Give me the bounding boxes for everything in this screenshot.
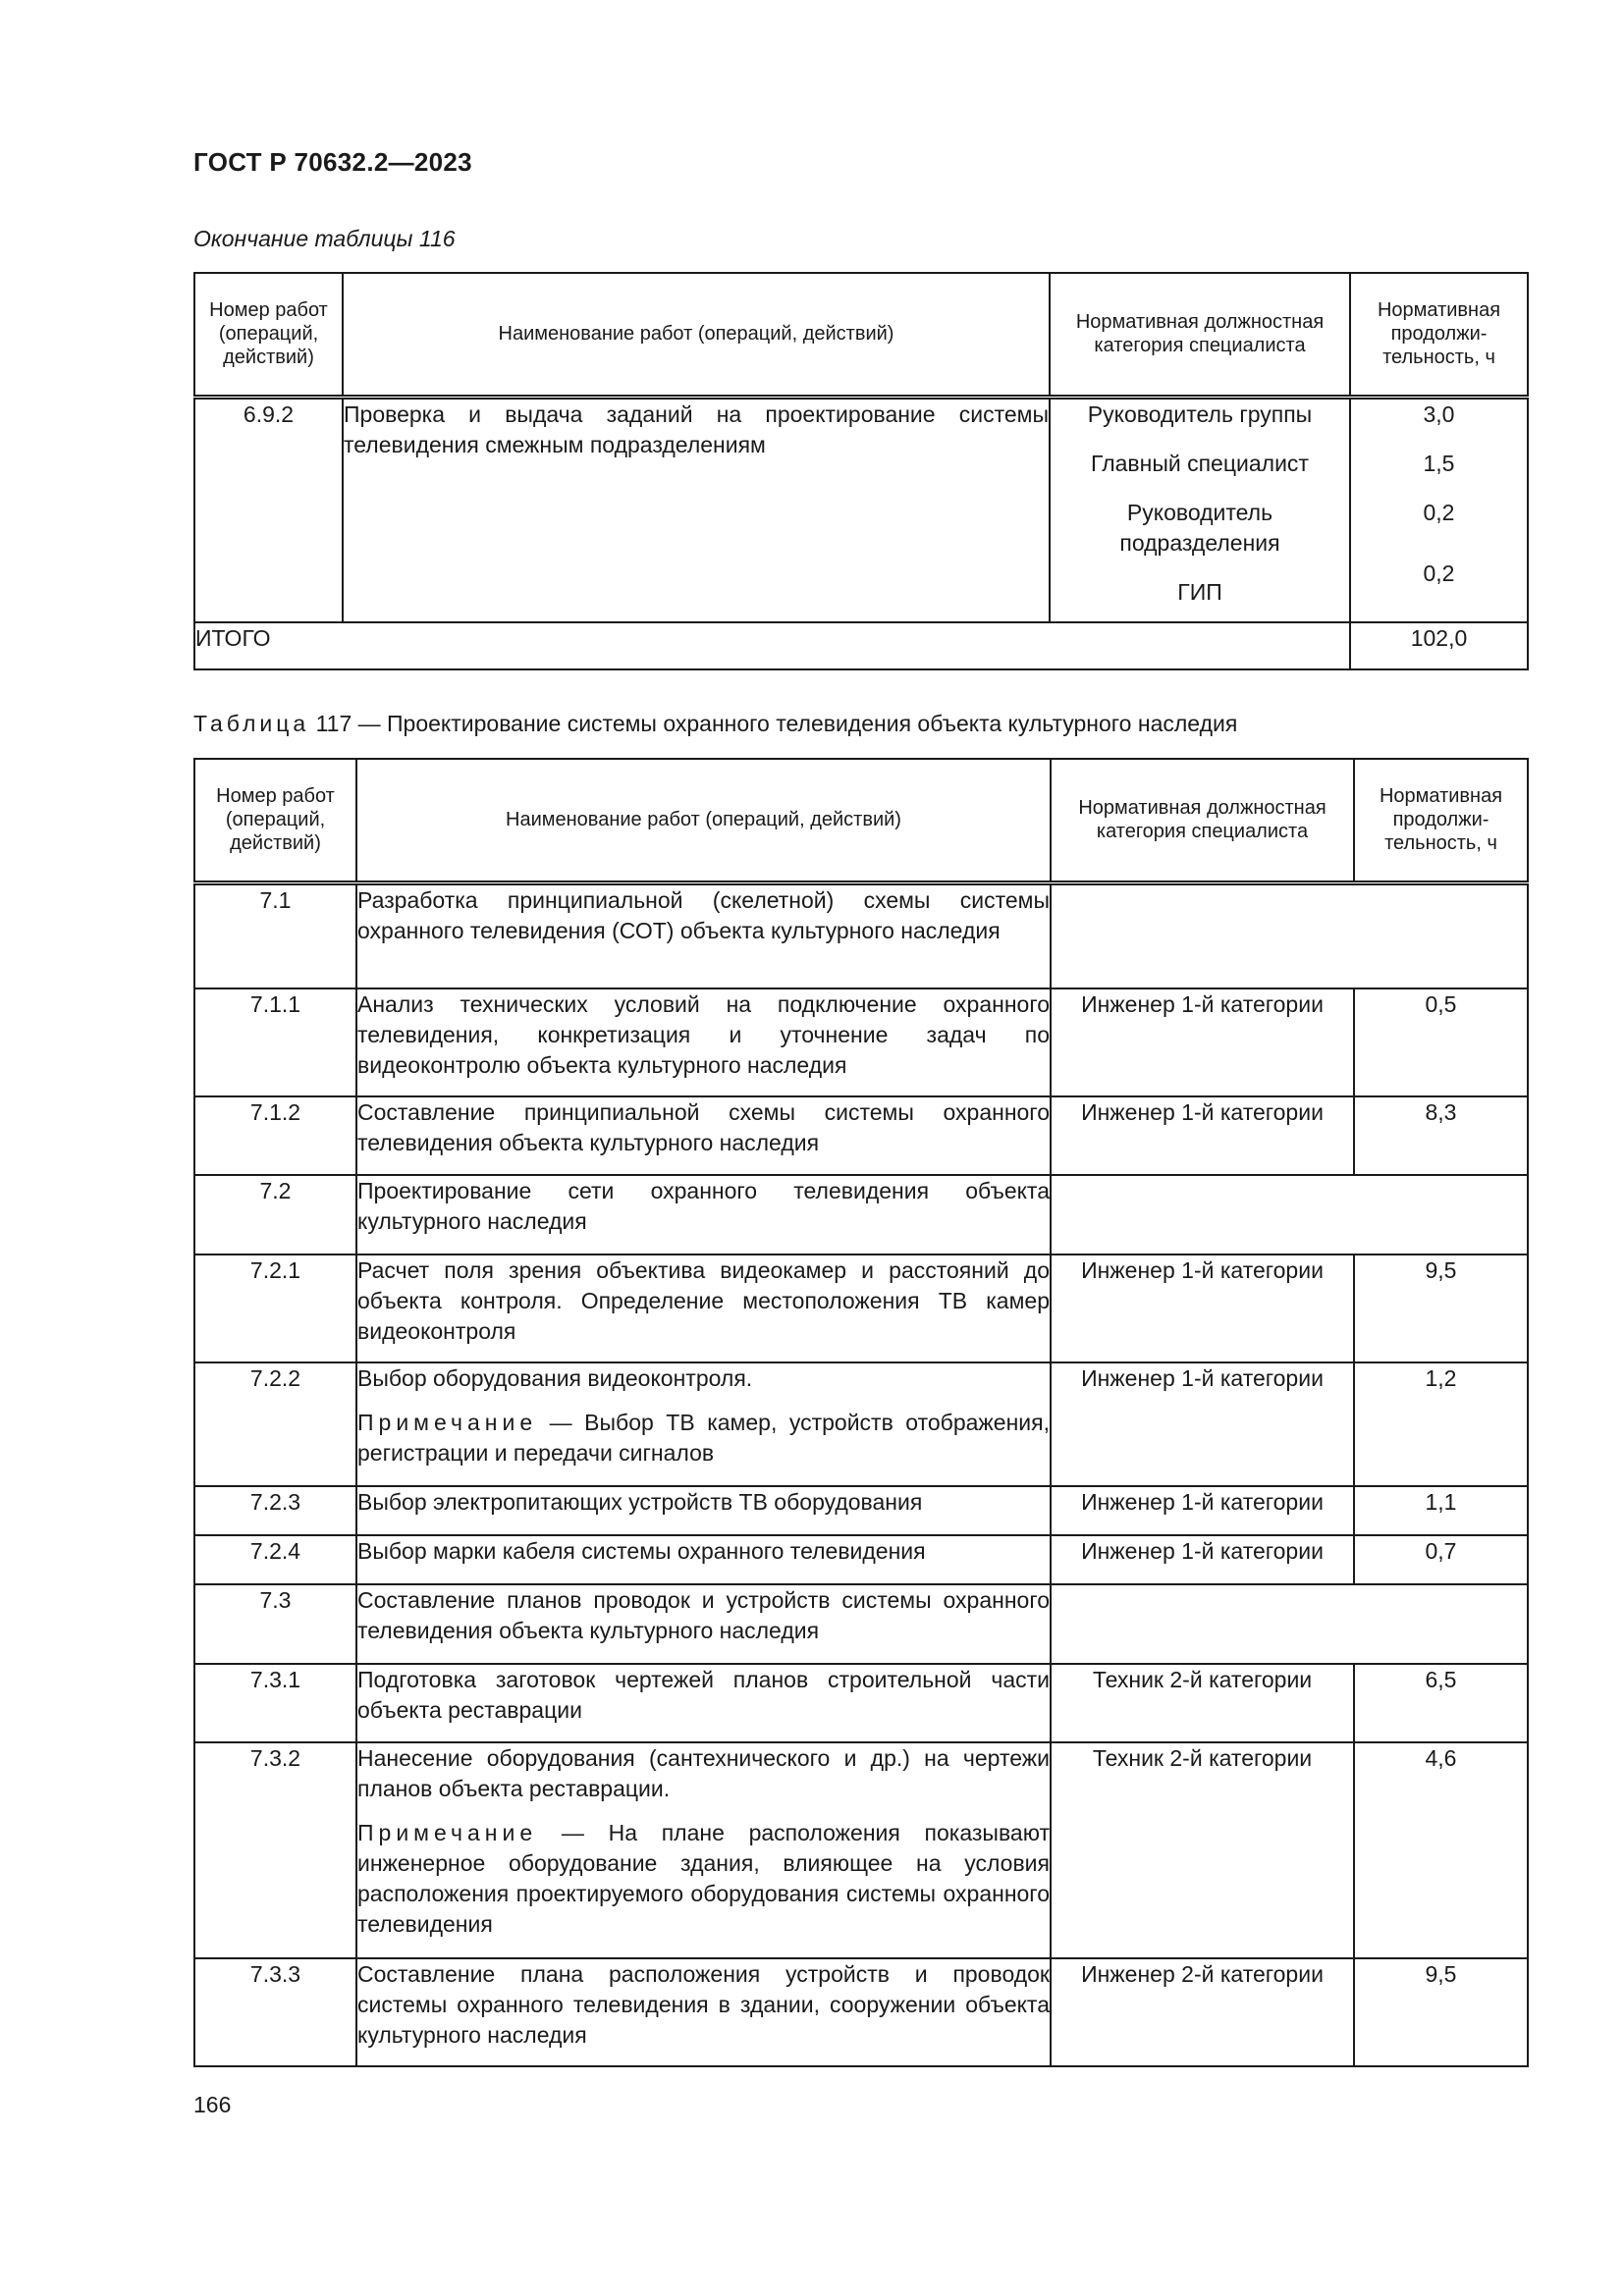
total-value: 102,0 — [1350, 622, 1528, 669]
total-label: ИТОГО — [194, 622, 1350, 669]
row-number: 7.1.1 — [194, 988, 356, 1096]
row-name: Составление принципиальной схемы системы охранного телевидения объекта культурного наследия — [356, 1096, 1051, 1175]
table-row — [194, 1486, 1528, 1535]
row-number: 7.3.1 — [194, 1664, 356, 1742]
column-header-specialist: Нормативная должностная категория специалиста — [1051, 759, 1354, 882]
row-number: 7.1.2 — [194, 1096, 356, 1175]
table-row — [194, 397, 1528, 622]
duration-item: 1,5 — [1423, 450, 1455, 476]
row-specialist: Инженер 1-й категории — [1051, 1535, 1354, 1584]
row-duration: 0,7 — [1354, 1535, 1528, 1584]
row-duration: 8,3 — [1354, 1096, 1528, 1175]
note-text: — На плане расположения показывают инженерное оборудование здания, влияющее на условия расположения проектируемого оборудования системы охранного телевидения — [357, 1820, 1050, 1937]
document-standard-title: ГОСТ Р 70632.2—2023 — [193, 147, 472, 177]
table-row — [194, 988, 1528, 1096]
column-header-specialist: Нормативная должностная категория специалиста — [1050, 273, 1350, 397]
table-title: 117 — Проектирование системы охранного телевидения объекта культурного наследия — [315, 711, 1238, 736]
column-header-number: Номер работ (операций, действий) — [194, 273, 343, 397]
empty-cell — [1051, 882, 1528, 988]
row-specialists — [1050, 397, 1350, 622]
table-117 — [193, 758, 1529, 2067]
row-duration: 6,5 — [1354, 1664, 1528, 1742]
row-number: 7.2.3 — [194, 1486, 356, 1535]
table-row — [194, 1742, 1528, 1958]
page-number: 166 — [193, 2092, 232, 2117]
table-row — [194, 1535, 1528, 1584]
row-name: Разработка принципиальной (скелетной) схемы системы охранного телевидения (СОТ) объекта культурного наследия — [356, 882, 1051, 988]
row-specialist: Инженер 1-й категории — [1051, 1362, 1354, 1486]
row-specialist: Инженер 2-й категории — [1051, 1958, 1354, 2066]
column-header-name: Наименование работ (операций, действий) — [356, 759, 1051, 882]
row-duration: 1,2 — [1354, 1362, 1528, 1486]
row-note — [357, 1818, 1050, 1940]
row-name: Составление планов проводок и устройств системы охранного телевидения объекта культурного наследия — [356, 1584, 1051, 1664]
column-header-duration: Нормативная продолжи-тельность, ч — [1354, 759, 1528, 882]
empty-cell — [1051, 1584, 1528, 1664]
row-name: Выбор электропитающих устройств ТВ оборудования — [356, 1486, 1051, 1535]
row-number: 7.3 — [194, 1584, 356, 1664]
column-header-duration: Нормативная продолжи-тельность, ч — [1350, 273, 1528, 397]
note-label: Примечание — [357, 1820, 538, 1845]
row-name: Подготовка заготовок чертежей планов строительной части объекта реставрации — [356, 1664, 1051, 1742]
row-number: 7.1 — [194, 882, 356, 988]
table-116 — [193, 272, 1529, 670]
row-duration: 1,1 — [1354, 1486, 1528, 1535]
row-number: 7.3.3 — [194, 1958, 356, 2066]
row-specialist: Инженер 1-й категории — [1051, 988, 1354, 1096]
table-row — [194, 1362, 1528, 1486]
row-durations — [1350, 397, 1528, 622]
row-duration: 9,5 — [1354, 1958, 1528, 2066]
duration-item: 3,0 — [1423, 400, 1455, 427]
row-name-text: Нанесение оборудования (сантехнического и др.) на чертежи планов объекта реставрации. — [357, 1745, 1050, 1801]
specialist-item: Главный специалист — [1091, 450, 1309, 476]
note-label: Примечание — [357, 1410, 538, 1435]
row-name: Составление плана расположения устройств и проводок системы охранного телевидения в здании, сооружении объекта культурного наследия — [356, 1958, 1051, 2066]
row-duration: 0,5 — [1354, 988, 1528, 1096]
row-name: Расчет поля зрения объектива видеокамер и расстояний до объекта контроля. Определение местоположения ТВ камер видеоконтроля — [356, 1255, 1051, 1362]
table-row — [194, 882, 1528, 988]
row-specialist: Инженер 1-й категории — [1051, 1255, 1354, 1362]
row-duration: 4,6 — [1354, 1742, 1528, 1958]
row-name: Выбор марки кабеля системы охранного телевидения — [356, 1535, 1051, 1584]
row-specialist: Техник 2-й категории — [1051, 1664, 1354, 1742]
table-row — [194, 1255, 1528, 1362]
row-name — [356, 1362, 1051, 1486]
column-header-number: Номер работ (операций, действий) — [194, 759, 356, 882]
row-number: 7.2.2 — [194, 1362, 356, 1486]
row-name-text: Выбор оборудования видеоконтроля. — [357, 1365, 753, 1391]
row-duration: 9,5 — [1354, 1255, 1528, 1362]
duration-item: 0,2 — [1423, 560, 1455, 586]
specialist-item: Руководитель подразделения — [1119, 499, 1280, 556]
note-text: — Выбор ТВ камер, устройств отображения, регистрации и передачи сигналов — [357, 1410, 1050, 1466]
row-name: Проверка и выдача заданий на проектирование системы телевидения смежным подразделениям — [343, 397, 1050, 622]
row-number: 7.3.2 — [194, 1742, 356, 1958]
empty-cell — [1051, 1175, 1528, 1255]
table-row — [194, 1175, 1528, 1255]
row-number: 7.2 — [194, 1175, 356, 1255]
total-row — [194, 622, 1528, 669]
table-label: Таблица — [193, 711, 310, 736]
table-row — [194, 1664, 1528, 1742]
row-number: 6.9.2 — [194, 397, 343, 622]
row-name: Анализ технических условий на подключение охранного телевидения, конкретизация и уточнение задач по видеоконтролю объекта культурного наследия — [356, 988, 1051, 1096]
table-row — [194, 1584, 1528, 1664]
row-name: Проектирование сети охранного телевидения объекта культурного наследия — [356, 1175, 1051, 1255]
row-number: 7.2.4 — [194, 1535, 356, 1584]
row-number: 7.2.1 — [194, 1255, 356, 1362]
duration-item: 0,2 — [1423, 499, 1455, 525]
specialist-item: ГИП — [1177, 578, 1222, 605]
table-row — [194, 1958, 1528, 2066]
specialist-item: Руководитель группы — [1087, 400, 1313, 427]
row-specialist: Инженер 1-й категории — [1051, 1486, 1354, 1535]
row-note — [357, 1408, 1050, 1468]
row-specialist: Инженер 1-й категории — [1051, 1096, 1354, 1175]
table-116-caption: Окончание таблицы 116 — [193, 226, 456, 251]
table-117-caption — [193, 711, 1237, 737]
row-name — [356, 1742, 1051, 1958]
column-header-name: Наименование работ (операций, действий) — [343, 273, 1050, 397]
table-row — [194, 1096, 1528, 1175]
row-specialist: Техник 2-й категории — [1051, 1742, 1354, 1958]
